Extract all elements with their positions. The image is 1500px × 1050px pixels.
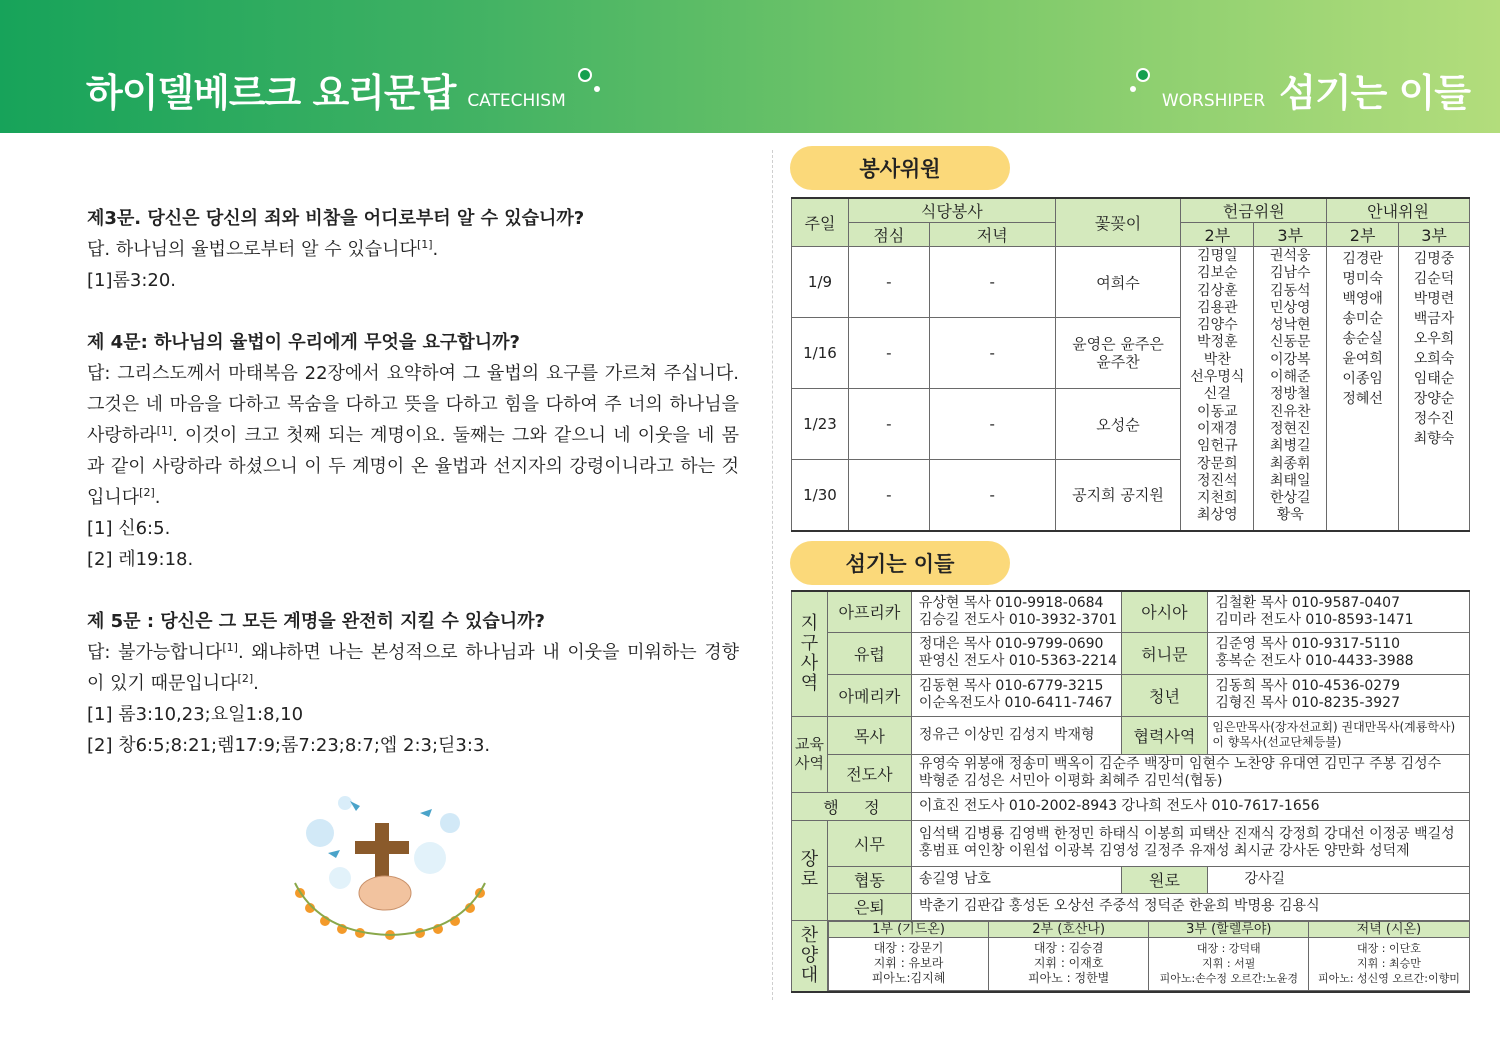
- date-cell: 1/9: [792, 247, 849, 318]
- active-elder-names: 임석택 김병룡 김영백 한정민 하태식 이봉희 피택산 진재식 강정희 강대선 이정공 백길성 홍범표 여인창 이원섭 이광복 김영성 길정주 유재성 최시균 강사돈 양만화 성덕제: [911, 820, 1469, 866]
- green-dot-icon: [578, 68, 592, 82]
- offering-3bu-names: 권석웅 김남수 김동석 민상영 성낙현 신동문 이강복 이해준 정방철 진유찬 정현진 최병길 최종휘 최태일 한상길 황욱: [1254, 247, 1327, 531]
- retired-elder-names: 박춘기 김판갑 홍성돈 오상선 주중석 정덕준 한윤희 박명용 김용식: [911, 893, 1469, 920]
- answer-5: 답: 불가능합니다[1]. 왜냐하면 나는 본성적으로 하나님과 내 이웃을 미워하는 경향이 있기 때문입니다[2].: [87, 641, 739, 694]
- elder-label: 장 로: [792, 820, 828, 920]
- answer-4: 답: 그리스도께서 마태복음 22장에서 요약하여 그 율법의 요구를 가르쳐 주십니다. 그것은 네 마음을 다하고 목숨을 다하고 뜻을 다하고 힘을 다하여 주 너의 하나님을 사랑하라[1]. 이것이 크고 첫째 되는 계명이요. 둘째는 그와 같으니 네 이웃을 네 몸과 같이 사랑하라 하셨으니 이 두 계명이 온 율법과 선지자의 강령이니라고 하는 것입니다[2].: [87, 363, 739, 508]
- evangelist-names: 유영숙 위봉애 정송미 백옥이 김순주 백장미 임현수 노찬양 유대연 김민구 주봉 김성수 박형준 김성은 서민아 이평화 최혜주 김민석(협동): [911, 754, 1469, 792]
- evangelist-label: 전도사: [827, 754, 911, 792]
- flower-cell: 오성순: [1055, 389, 1181, 460]
- lunch-cell: -: [848, 318, 929, 389]
- col-header-date: 주일: [792, 198, 849, 247]
- col-header-offering: 헌금위원: [1181, 198, 1327, 223]
- emeritus-elder-label: 원로: [1121, 866, 1208, 893]
- admin-label: 행 정: [792, 792, 912, 820]
- cross-illustration: [280, 783, 500, 943]
- volunteers-table: [791, 197, 1470, 532]
- lunch-cell: -: [848, 247, 929, 318]
- catechism-heading: [86, 62, 566, 117]
- flower-cell: 여희수: [1055, 247, 1181, 318]
- question-3: 제3문. 당신은 당신의 죄와 비참을 어디로부터 알 수 있습니까?: [87, 208, 585, 229]
- education-label: 교육 사역: [792, 716, 828, 792]
- col-header-guide-2bu: 2부: [1327, 223, 1399, 247]
- col-header-meal: 식당봉사: [848, 198, 1055, 223]
- white-dot-icon: [594, 86, 600, 92]
- america-label: 아메리카: [827, 674, 911, 716]
- choir-name: 저녁 (시온): [1309, 921, 1469, 937]
- footnote: [1] 신6:5.: [87, 518, 171, 539]
- europe-contacts: 정대은 목사 010-9799-0690 판영신 전도사 010-5363-2214: [911, 632, 1121, 674]
- col-header-flower: 꽃꽂이: [1055, 198, 1181, 247]
- youth-label: 청년: [1121, 674, 1208, 716]
- honiara-label: 허니문: [1121, 632, 1208, 674]
- flower-cell: 윤영은 윤주은 윤주찬: [1055, 318, 1181, 389]
- footnote: [2] 레19:18.: [87, 549, 194, 570]
- guide-2bu-names: 김경란 명미숙 백영애 송미순 송순실 윤여희 이종임 정혜선: [1327, 247, 1399, 531]
- choir-name: 3부 (할렐루야): [1149, 921, 1309, 937]
- column-divider: [772, 150, 773, 1000]
- asia-contacts: 김철환 목사 010-9587-0407 김미라 전도사 010-8593-1471: [1208, 591, 1470, 632]
- dinner-cell: -: [929, 460, 1055, 531]
- pastor-names: 정유근 이상민 김성지 박재형: [911, 716, 1121, 754]
- footnote: [2] 창6:5;8:21;렘17:9;롬7:23;8:7;엡 2:3;딛3:3.: [87, 735, 491, 756]
- lunch-cell: -: [848, 389, 929, 460]
- header-banner: [0, 0, 1500, 133]
- america-contacts: 김동현 목사 010-6779-3215 이순옥전도사 010-6411-7467: [911, 674, 1121, 716]
- servants-title: 섬기는 이들: [790, 541, 1010, 585]
- col-header-guide: 안내위원: [1327, 198, 1470, 223]
- flower-cell: 공지희 공지원: [1055, 460, 1181, 531]
- choir-info: 대장 : 이단호 지휘 : 최승만 피아노: 성신영 오르간:이향미: [1309, 937, 1469, 990]
- choir-table: [828, 921, 1470, 991]
- footnote: [1]롬3:20.: [87, 270, 177, 291]
- white-dot-icon: [1130, 86, 1136, 92]
- coop-label: 협력사역: [1121, 716, 1208, 754]
- region-label: 지구사역: [792, 591, 828, 716]
- catechism-body: [87, 203, 739, 761]
- choir-name: 1부 (기드온): [828, 921, 988, 937]
- coop-names: 임은만목사(장자선교회) 권대만목사(계룡학사) 이 향목사(선교단체등불): [1208, 716, 1470, 754]
- date-cell: 1/23: [792, 389, 849, 460]
- date-cell: 1/30: [792, 460, 849, 531]
- choir-info: 대장 : 강문기 지휘 : 유보라 피아노:김지혜: [828, 937, 988, 990]
- dinner-cell: -: [929, 318, 1055, 389]
- catechism-subtitle: CATECHISM: [467, 91, 566, 111]
- europe-label: 유럽: [827, 632, 911, 674]
- footnote: [1] 롬3:10,23;요일1:8,10: [87, 704, 304, 725]
- question-5: 제 5문 : 당신은 그 모든 계명을 완전히 지킬 수 있습니까?: [87, 611, 545, 632]
- assoc-elder-names: 송길영 남호: [911, 866, 1121, 893]
- emeritus-elder-names: 강사길: [1208, 866, 1470, 893]
- catechism-title: 하이델베르크 요리문답: [86, 71, 456, 115]
- col-header-lunch: 점심: [848, 223, 929, 247]
- dinner-cell: -: [929, 247, 1055, 318]
- col-header-offering-3bu: 3부: [1254, 223, 1327, 247]
- choir-info: 대장 : 강덕태 지휘 : 서필 피아노:손수정 오르간:노윤경: [1149, 937, 1309, 990]
- dinner-cell: -: [929, 389, 1055, 460]
- worshiper-heading: [1162, 62, 1470, 117]
- green-dot-icon: [1136, 68, 1150, 82]
- africa-contacts: 유상현 목사 010-9918-0684 김승길 전도사 010-3932-3701: [911, 591, 1121, 632]
- guide-3bu-names: 김명중 김순덕 박명련 백금자 오우희 오희숙 임태순 장양순 정수진 최향숙: [1399, 247, 1470, 531]
- choir-area: [827, 920, 1469, 992]
- offering-2bu-names: 김명일 김보순 김상훈 김용관 김양수 박정훈 박찬 선우명식 신걸 이동교 이재경 임헌규 장문희 정진석 지천희 최상영: [1181, 247, 1254, 531]
- answer-3: 답. 하나님의 율법으로부터 알 수 있습니다[1].: [87, 238, 439, 260]
- col-header-guide-3bu: 3부: [1399, 223, 1470, 247]
- worshiper-subtitle: WORSHIPER: [1161, 91, 1266, 111]
- choir-name: 2부 (호산나): [989, 921, 1149, 937]
- assoc-elder-label: 협동: [827, 866, 911, 893]
- africa-label: 아프리카: [827, 591, 911, 632]
- col-header-offering-2bu: 2부: [1181, 223, 1254, 247]
- pastor-label: 목사: [827, 716, 911, 754]
- choir-info: 대장 : 김승겸 지휘 : 이재호 피아노 : 정한별: [989, 937, 1149, 990]
- col-header-dinner: 저녁: [929, 223, 1055, 247]
- asia-label: 아시아: [1121, 591, 1208, 632]
- choir-label: 찬 양 대: [792, 920, 828, 992]
- servants-table: [791, 590, 1470, 993]
- honiara-contacts: 김준영 목사 010-9317-5110 홍복순 전도사 010-4433-3988: [1208, 632, 1470, 674]
- retired-elder-label: 은퇴: [827, 893, 911, 920]
- lunch-cell: -: [848, 460, 929, 531]
- active-elder-label: 시무: [827, 820, 911, 866]
- admin-contacts: 이효진 전도사 010-2002-8943 강나희 전도사 010-7617-1656: [911, 792, 1469, 820]
- question-4: 제 4문: 하나님의 율법이 우리에게 무엇을 요구합니까?: [87, 332, 520, 353]
- volunteers-title: 봉사위원: [790, 146, 1010, 190]
- worshiper-title: 섬기는 이들: [1279, 71, 1470, 115]
- youth-contacts: 김동희 목사 010-4536-0279 김형진 목사 010-8235-3927: [1208, 674, 1470, 716]
- date-cell: 1/16: [792, 318, 849, 389]
